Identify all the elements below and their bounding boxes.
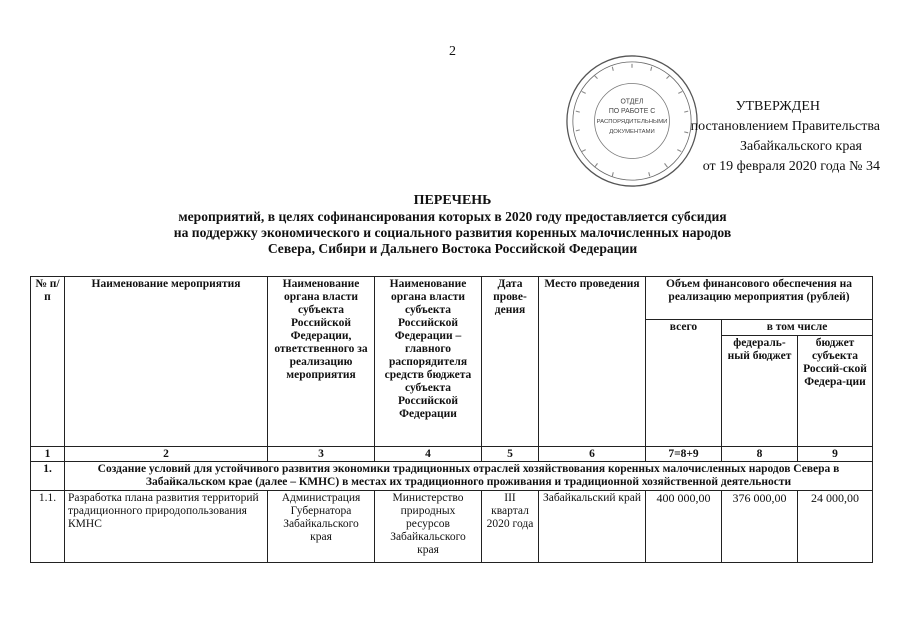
column-number: 5	[482, 447, 539, 462]
stamp-text-line: ПО РАБОТЕ С	[608, 108, 656, 116]
section-title: Создание условий для устойчивого развития экономики традиционных отраслей хозяйствования коренных малочисленных народов Севера в Забайкальском крае (далее – КМНС) в местах их традиционного проживания и традиционной хозяйственной деятельности	[65, 462, 873, 491]
table-row	[31, 491, 873, 563]
row-num: 1.1.	[31, 491, 65, 563]
header-distributor: Наименование органа власти субъекта Российской Федерации – главного распорядителя средств бюджета субъекта Российской Федерации	[375, 277, 482, 447]
row-place: Забайкальский край	[539, 491, 646, 563]
row-distributor: Министерство природных ресурсов Забайкальского края	[375, 491, 482, 563]
title-line: Севера, Сибири и Дальнего Востока Российской Федерации	[267, 241, 638, 256]
row-total: 400 000,00	[646, 491, 722, 563]
header-place: Место проведения	[539, 277, 646, 447]
header-federal: федераль-ный бюджет	[722, 336, 798, 447]
header-total: всего	[646, 320, 722, 447]
section-num: 1.	[31, 462, 65, 491]
stamp-text-line: ОТДЕЛ	[620, 98, 644, 106]
stamp-text-line: РАСПОРЯДИТЕЛЬНЫМИ	[596, 118, 668, 125]
title-line: мероприятий, в целях софинансирования которых в 2020 году предоставляется субсидия	[178, 209, 727, 224]
header-name: Наименование мероприятия	[65, 277, 268, 447]
title-heading: ПЕРЕЧЕНЬ	[413, 193, 492, 208]
column-number: 6	[539, 447, 646, 462]
column-number: 3	[268, 447, 375, 462]
header-responsible: Наименование органа власти субъекта Российской Федерации, ответственного за реализацию мероприятия	[268, 277, 375, 447]
row-date: III квартал 2020 года	[482, 491, 539, 563]
approval-date: от 19 февраля 2020 года № 34	[702, 159, 880, 174]
header-date: Дата прове-дения	[482, 277, 539, 447]
column-number: 7=8+9	[646, 447, 722, 462]
title-line: на поддержку экономического и социального развития коренных малочисленных народов	[173, 225, 732, 240]
column-number: 9	[798, 447, 873, 462]
header-regional: бюджет субъекта Россий-ской Федера-ции	[798, 336, 873, 447]
column-numbers-row	[31, 447, 873, 462]
row-name: Разработка плана развития территорий традиционного природопользования КМНС	[65, 491, 268, 563]
row-responsible: Администрация Губернатора Забайкальского края	[268, 491, 375, 563]
column-number: 1	[31, 447, 65, 462]
approval-block	[600, 97, 880, 177]
approval-line: Забайкальского края	[739, 139, 862, 154]
header-funding: Объем финансового обеспечения на реализацию мероприятия (рублей)	[646, 277, 873, 320]
approval-title: УТВЕРЖДЕН	[735, 99, 820, 114]
column-number: 2	[65, 447, 268, 462]
row-regional: 24 000,00	[798, 491, 873, 563]
page-number: 2	[449, 44, 456, 59]
header-num: № п/п	[31, 277, 65, 447]
measures-table	[30, 276, 873, 563]
column-number: 8	[722, 447, 798, 462]
row-federal: 376 000,00	[722, 491, 798, 563]
section-row	[31, 462, 873, 491]
column-number: 4	[375, 447, 482, 462]
stamp-text-line: ДОКУМЕНТАМИ	[609, 128, 655, 135]
document-title	[0, 193, 905, 257]
header-including: в том числе	[722, 320, 873, 336]
approval-line: постановлением Правительства	[690, 119, 880, 134]
